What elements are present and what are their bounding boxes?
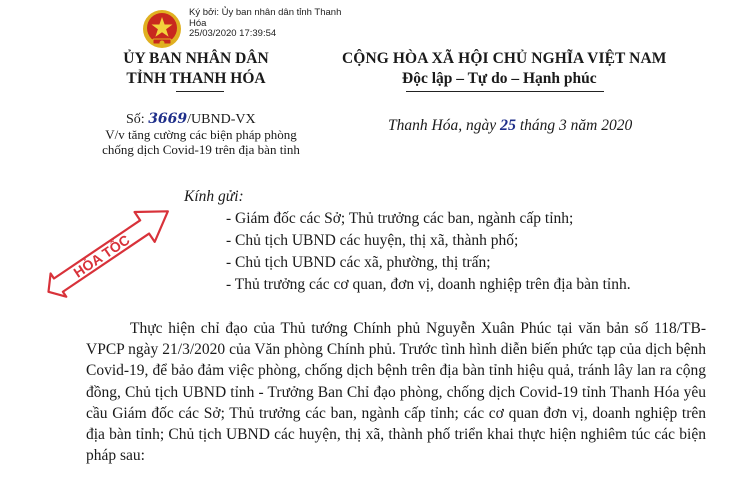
document-number-suffix: /UBND-VX: [187, 112, 256, 127]
issuing-organization: ỦY BAN NHÂN DÂN: [123, 50, 269, 67]
subject-line-1: V/v tăng cường các biện pháp phòng: [105, 127, 297, 142]
date-day-handwritten: 25: [499, 117, 516, 134]
recipient-item: - Thủ trưởng các cơ quan, đơn vị, doanh nghiệp trên địa bàn tỉnh.: [226, 276, 631, 293]
issuing-province: TỈNH THANH HÓA: [126, 70, 266, 87]
document-date: [388, 117, 632, 135]
org-underline: [176, 91, 224, 92]
recipients-heading: Kính gửi:: [184, 188, 244, 205]
body-paragraph-text: Thực hiện chỉ đạo của Thủ tướng Chính phủ Nguyễn Xuân Phúc tại văn bản số 118/TB-VPCP ngày 21/3/2020 của Văn phòng Chính phủ. Trước tình hình diễn biến phức tạp của dịch bệnh Covid-19, để bảo đảm việc phòng, chống dịch bệnh trên địa bàn tỉnh hiệu quả, tránh lây lan ra cộng đồng, Chủ tịch UBND tỉnh - Trưởng Ban Chỉ đạo phòng, chống dịch Covid-19 tỉnh Thanh Hóa yêu cầu Giám đốc các Sở; Thủ trưởng các ban, ngành cấp tỉnh; các cơ quan đơn vị, doanh nghiệp trên địa bàn tỉnh; Chủ tịch UBND các huyện, thị xã, thành phố triển khai thực hiện nghiêm túc các biện pháp sau:: [86, 320, 706, 465]
date-prefix: Thanh Hóa, ngày: [388, 117, 500, 134]
motto-underline: [406, 91, 604, 92]
subject-line-2: chống dịch Covid-19 trên địa bàn tỉnh: [102, 142, 300, 157]
document-number: [126, 111, 256, 128]
urgent-stamp: [34, 196, 184, 306]
national-emblem-icon: [142, 9, 182, 49]
signature-timestamp: 25/03/2020 17:39:54: [189, 28, 277, 39]
body-paragraph: [86, 318, 706, 466]
date-suffix: tháng 3 năm 2020: [515, 117, 633, 134]
document-number-handwritten: 3669: [148, 111, 188, 127]
signature-line-2: Hóa: [189, 17, 207, 29]
recipient-item: - Chủ tịch UBND các xã, phường, thị trấn;: [226, 254, 491, 271]
recipient-item: - Giám đốc các Sở; Thủ trưởng các ban, ngành cấp tỉnh;: [226, 210, 574, 227]
national-title: CỘNG HÒA XÃ HỘI CHỦ NGHĨA VIỆT NAM: [342, 50, 667, 67]
signature-line-1: Ký bởi: Ủy ban nhân dân tỉnh Thanh: [189, 7, 342, 18]
document-subject: [72, 127, 330, 157]
digital-signature-info: [189, 8, 341, 40]
urgent-stamp-text: HỎA TỐC: [70, 231, 133, 281]
national-motto: Độc lập – Tự do – Hạnh phúc: [402, 70, 597, 87]
document-number-prefix: Số:: [126, 112, 149, 127]
recipient-item: - Chủ tịch UBND các huyện, thị xã, thành phố;: [226, 232, 519, 249]
